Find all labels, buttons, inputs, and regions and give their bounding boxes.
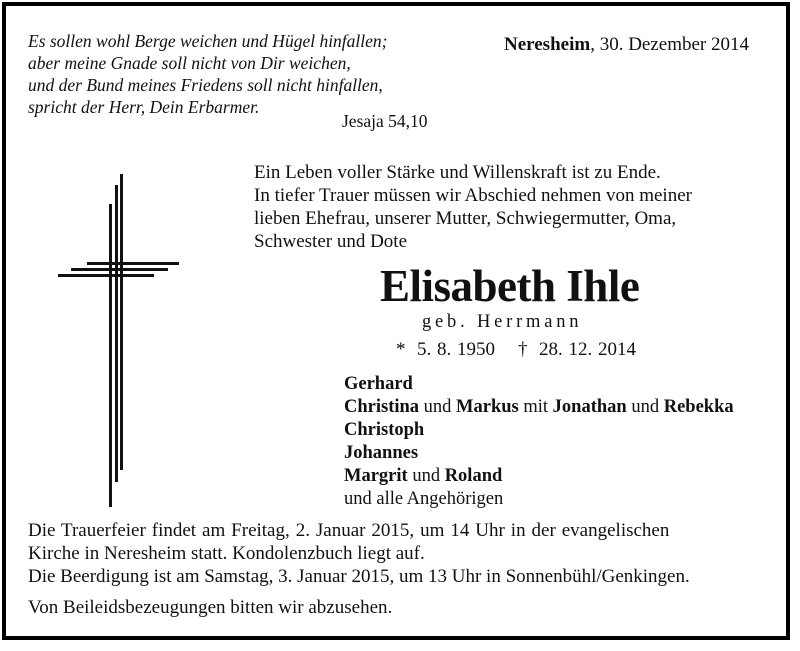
closing-note: Von Beileidsbezeugungen bitten wir abzusehen.	[28, 597, 393, 618]
cross-vertical-bar	[115, 185, 118, 482]
verse-line: Es sollen wohl Berge weichen und Hügel hinfallen;	[28, 31, 388, 51]
family-member: Gerhard	[344, 374, 413, 394]
cross-icon	[54, 171, 184, 511]
intro-line: In tiefer Trauer müssen wir Abschied nehmen von meiner	[254, 185, 692, 206]
info-line: Die Beerdigung ist am Samstag, 3. Januar 2015, um 13 Uhr in Sonnenbühl/Genkingen.	[28, 566, 690, 587]
cross-horizontal-bar	[71, 268, 168, 271]
info-line: Kirche in Neresheim statt. Kondolenzbuch liegt auf.	[28, 543, 425, 564]
connector: und	[407, 466, 445, 486]
info-line: Die Trauerfeier findet am Freitag, 2. Januar 2015, um 14 Uhr in der evangelischen	[28, 520, 670, 541]
family-member: Christoph	[344, 420, 425, 440]
family-member: Rebekka	[663, 397, 734, 417]
cross-vertical-bar	[120, 174, 123, 470]
family-member: Roland	[444, 466, 503, 486]
family-member: Markus	[456, 397, 519, 417]
intro-line: Schwester und Dote	[254, 231, 408, 252]
family-list	[344, 373, 734, 511]
date: , 30. Dezember 2014	[590, 34, 749, 55]
family-line	[344, 442, 734, 465]
cross-vertical-bar	[109, 204, 112, 507]
life-dates: * 5. 8. 1950 † 28. 12. 2014	[396, 339, 636, 360]
place-date	[504, 34, 749, 56]
cross-horizontal-bar	[58, 274, 154, 277]
family-line	[344, 396, 734, 419]
deceased-name: Elisabeth Ihle	[380, 261, 640, 311]
family-member: Jonathan	[552, 397, 627, 417]
bible-verse	[28, 30, 388, 118]
maiden-name: geb. Herrmann	[422, 312, 583, 332]
family-line	[344, 419, 734, 442]
verse-line: aber meine Gnade soll nicht von Dir weichen,	[28, 53, 351, 73]
verse-reference: Jesaja 54,10	[342, 111, 428, 131]
verse-line: und der Bund meines Friedens soll nicht hinfallen,	[28, 75, 383, 95]
place: Neresheim	[504, 34, 591, 55]
connector: und	[626, 397, 664, 417]
intro-text	[254, 161, 692, 253]
family-line	[344, 373, 734, 396]
intro-line: Ein Leben voller Stärke und Willenskraft ist zu Ende.	[254, 162, 661, 183]
family-member: Margrit	[344, 466, 408, 486]
cross-horizontal-bar	[87, 262, 179, 265]
intro-line: lieben Ehefrau, unserer Mutter, Schwiegermutter, Oma,	[254, 208, 677, 229]
family-member: Johannes	[344, 443, 419, 463]
family-line: und alle Angehörigen	[344, 489, 504, 509]
family-member: Christina	[344, 397, 420, 417]
connector: mit	[518, 397, 553, 417]
obituary-notice	[2, 2, 790, 640]
funeral-info	[28, 519, 690, 588]
connector: und	[419, 397, 457, 417]
verse-line: spricht der Herr, Dein Erbarmer.	[28, 97, 260, 117]
family-line	[344, 465, 734, 488]
